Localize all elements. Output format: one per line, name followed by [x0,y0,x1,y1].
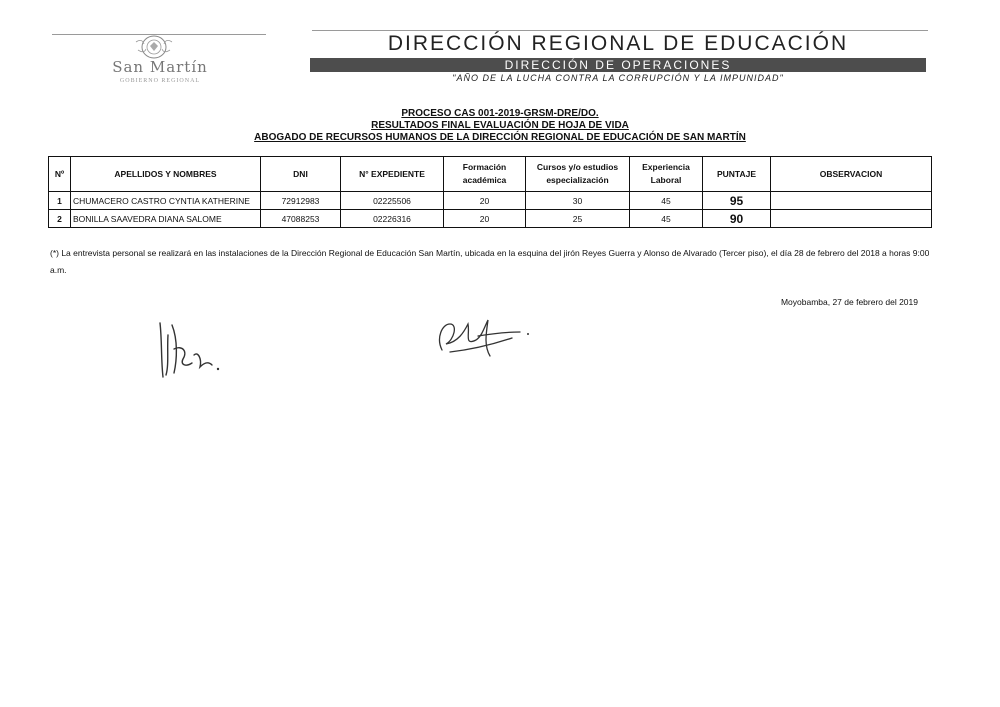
courses-score: 30 [526,192,630,210]
column-header: APELLIDOS Y NOMBRES [71,157,261,192]
logo-subtitle: GOBIERNO REGIONAL [119,78,201,84]
file-number: 02225506 [341,192,444,210]
row-number: 2 [49,210,71,228]
applicant-name: CHUMACERO CASTRO CYNTIA KATHERINE [71,192,261,210]
total-score: 95 [703,192,771,210]
column-header: PUNTAJE [703,157,771,192]
academic-score: 20 [444,192,526,210]
column-header: Experiencia Laboral [630,157,703,192]
observation [771,210,932,228]
applicant-name: BONILLA SAAVEDRA DIANA SALOME [71,210,261,228]
regional-seal-icon [132,34,176,60]
total-score: 90 [703,210,771,228]
signature-1-icon [150,315,230,385]
results-heading: RESULTADOS FINAL EVALUACIÓN DE HOJA DE VIDA [371,120,629,131]
place-and-date: Moyobamba, 27 de febrero del 2019 [780,297,918,307]
header-rule-right [312,30,928,31]
year-motto: "AÑO DE LA LUCHA CONTRA LA CORRUPCIÓN Y LA IMPUNIDAD" [452,73,784,83]
department-banner: DIRECCIÓN DE OPERACIONES [310,58,926,72]
column-header: Cursos y/o estudios especialización [526,157,630,192]
results-table [48,156,932,228]
interview-note: (*) La entrevista personal se realizará en las instalaciones de la Dirección Regional de Educación San Martín, ubicada en la esquina del jirón Reyes Guerra y Alonso de Alvarado (Tercer piso), el día 28 de febrero del 2018 a horas 9:00 a.m. [50,248,930,275]
experience-score: 45 [630,210,703,228]
position-heading: ABOGADO DE RECURSOS HUMANOS DE LA DIRECCIÓN REGIONAL DE EDUCACIÓN DE SAN MARTÍN [254,132,746,143]
dni: 47088253 [261,210,341,228]
academic-score: 20 [444,210,526,228]
column-header: N° EXPEDIENTE [341,157,444,192]
column-header: DNI [261,157,341,192]
experience-score: 45 [630,192,703,210]
column-header: Formación académica [444,157,526,192]
signature-2-icon [428,310,538,370]
file-number: 02226316 [341,210,444,228]
process-heading: PROCESO CAS 001-2019-GRSM-DRE/DO. [401,108,599,119]
logo-name: San Martín [112,58,208,76]
courses-score: 25 [526,210,630,228]
dni: 72912983 [261,192,341,210]
column-header: OBSERVACION [771,157,932,192]
table-row [49,192,932,210]
organization-title: DIRECCIÓN REGIONAL DE EDUCACIÓN [387,32,849,55]
logo [52,32,268,96]
observation [771,192,932,210]
table-header-row [49,157,932,192]
column-header: Nº [49,157,71,192]
table-row [49,210,932,228]
row-number: 1 [49,192,71,210]
